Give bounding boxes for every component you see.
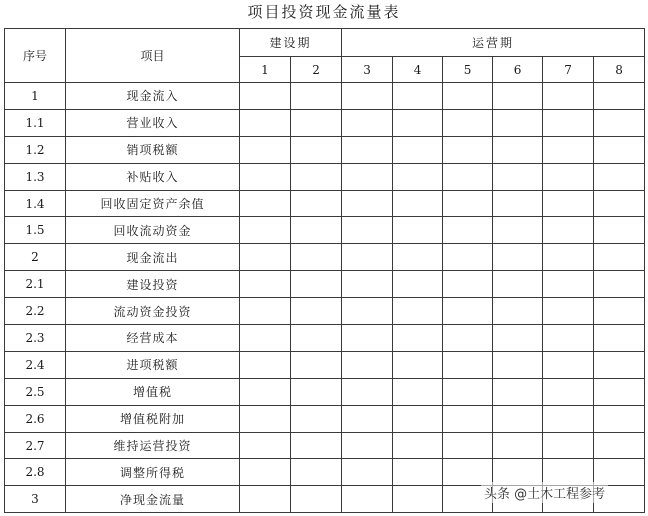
- year-cell: [342, 109, 393, 136]
- year-cell: [393, 163, 443, 190]
- year-cell: [393, 244, 443, 271]
- table-row: [5, 351, 645, 378]
- year-cell: [240, 405, 291, 432]
- column-header-year: 3: [342, 57, 393, 83]
- cash-flow-table: [4, 28, 645, 513]
- year-cell: [594, 405, 645, 432]
- column-group-operation: 运营期: [342, 29, 645, 57]
- row-item: 进项税额: [66, 351, 240, 378]
- year-cell: [240, 486, 291, 513]
- row-item: 现金流出: [66, 244, 240, 271]
- year-cell: [291, 378, 342, 405]
- table-row: [5, 217, 645, 244]
- year-cell: [291, 405, 342, 432]
- table-row: [5, 378, 645, 405]
- table-row: [5, 163, 645, 190]
- year-cell: [342, 486, 393, 513]
- row-item: 现金流入: [66, 83, 240, 110]
- year-cell: [342, 405, 393, 432]
- year-cell: [443, 432, 493, 459]
- year-cell: [443, 378, 493, 405]
- year-cell: [291, 325, 342, 352]
- table-row: [5, 190, 645, 217]
- year-cell: [291, 217, 342, 244]
- year-cell: [342, 378, 393, 405]
- year-cell: [543, 298, 594, 325]
- year-cell: [594, 136, 645, 163]
- row-item: 营业收入: [66, 109, 240, 136]
- year-cell: [393, 190, 443, 217]
- year-cell: [393, 351, 443, 378]
- year-cell: [393, 486, 443, 513]
- year-cell: [240, 325, 291, 352]
- year-cell: [240, 459, 291, 486]
- year-cell: [594, 351, 645, 378]
- column-group-construction: 建设期: [240, 29, 342, 57]
- year-cell: [342, 136, 393, 163]
- year-cell: [443, 136, 493, 163]
- table-row: [5, 298, 645, 325]
- year-cell: [443, 405, 493, 432]
- year-cell: [543, 325, 594, 352]
- year-cell: [240, 351, 291, 378]
- year-cell: [240, 163, 291, 190]
- year-cell: [291, 83, 342, 110]
- year-cell: [240, 432, 291, 459]
- year-cell: [291, 190, 342, 217]
- table-row: [5, 271, 645, 298]
- year-cell: [594, 217, 645, 244]
- year-cell: [443, 244, 493, 271]
- row-item: 回收固定资产余值: [66, 190, 240, 217]
- row-seq: 1.5: [5, 217, 66, 244]
- year-cell: [342, 298, 393, 325]
- year-cell: [594, 432, 645, 459]
- year-cell: [443, 298, 493, 325]
- row-seq: 2.3: [5, 325, 66, 352]
- table-row: [5, 325, 645, 352]
- row-item: 经营成本: [66, 325, 240, 352]
- year-cell: [342, 217, 393, 244]
- year-cell: [342, 351, 393, 378]
- year-cell: [493, 432, 543, 459]
- year-cell: [291, 298, 342, 325]
- year-cell: [443, 217, 493, 244]
- row-seq: 1: [5, 83, 66, 110]
- year-cell: [443, 325, 493, 352]
- table-body: [5, 83, 645, 513]
- row-item: 补贴收入: [66, 163, 240, 190]
- column-header-year: 7: [543, 57, 594, 83]
- table-row: [5, 405, 645, 432]
- year-cell: [342, 163, 393, 190]
- year-cell: [493, 190, 543, 217]
- year-cell: [493, 405, 543, 432]
- year-cell: [443, 83, 493, 110]
- year-cell: [543, 217, 594, 244]
- year-cell: [594, 109, 645, 136]
- row-item: 增值税附加: [66, 405, 240, 432]
- row-item: 净现金流量: [66, 486, 240, 513]
- table-row: [5, 432, 645, 459]
- year-cell: [493, 351, 543, 378]
- year-cell: [543, 244, 594, 271]
- year-cell: [393, 83, 443, 110]
- year-cell: [493, 136, 543, 163]
- year-cell: [493, 271, 543, 298]
- year-cell: [443, 109, 493, 136]
- year-cell: [543, 190, 594, 217]
- year-cell: [493, 83, 543, 110]
- year-cell: [393, 432, 443, 459]
- row-seq: 2.5: [5, 378, 66, 405]
- row-seq: 2.8: [5, 459, 66, 486]
- year-cell: [240, 244, 291, 271]
- header-row-groups: [5, 29, 645, 57]
- year-cell: [543, 271, 594, 298]
- year-cell: [493, 163, 543, 190]
- year-cell: [240, 109, 291, 136]
- row-seq: 2.1: [5, 271, 66, 298]
- row-item: 增值税: [66, 378, 240, 405]
- row-seq: 2.6: [5, 405, 66, 432]
- year-cell: [543, 432, 594, 459]
- year-cell: [291, 351, 342, 378]
- row-item: 流动资金投资: [66, 298, 240, 325]
- year-cell: [393, 405, 443, 432]
- table-row: [5, 136, 645, 163]
- year-cell: [493, 244, 543, 271]
- year-cell: [443, 190, 493, 217]
- row-item: 调整所得税: [66, 459, 240, 486]
- year-cell: [543, 136, 594, 163]
- year-cell: [342, 190, 393, 217]
- column-header-year: 2: [291, 57, 342, 83]
- year-cell: [291, 109, 342, 136]
- year-cell: [291, 271, 342, 298]
- year-cell: [393, 378, 443, 405]
- year-cell: [342, 325, 393, 352]
- year-cell: [493, 378, 543, 405]
- year-cell: [342, 432, 393, 459]
- year-cell: [240, 190, 291, 217]
- year-cell: [594, 163, 645, 190]
- row-seq: 1.2: [5, 136, 66, 163]
- year-cell: [342, 83, 393, 110]
- year-cell: [493, 217, 543, 244]
- column-header-year: 1: [240, 57, 291, 83]
- year-cell: [493, 325, 543, 352]
- page-title: 项目投资现金流量表: [247, 3, 401, 21]
- year-cell: [543, 351, 594, 378]
- year-cell: [342, 244, 393, 271]
- year-cell: [443, 163, 493, 190]
- table-row: [5, 109, 645, 136]
- table-row: [5, 83, 645, 110]
- year-cell: [493, 298, 543, 325]
- row-item: 回收流动资金: [66, 217, 240, 244]
- year-cell: [543, 378, 594, 405]
- year-cell: [240, 136, 291, 163]
- year-cell: [443, 351, 493, 378]
- watermark-text: 头条 @土木工程参考: [481, 482, 608, 503]
- column-header-item: 项目: [66, 29, 240, 83]
- year-cell: [291, 136, 342, 163]
- year-cell: [493, 109, 543, 136]
- year-cell: [240, 83, 291, 110]
- year-cell: [291, 459, 342, 486]
- year-cell: [291, 432, 342, 459]
- year-cell: [594, 378, 645, 405]
- year-cell: [291, 163, 342, 190]
- year-cell: [240, 378, 291, 405]
- column-header-year: 4: [393, 57, 443, 83]
- year-cell: [393, 459, 443, 486]
- column-header-year: 6: [493, 57, 543, 83]
- row-seq: 2: [5, 244, 66, 271]
- row-item: 建设投资: [66, 271, 240, 298]
- year-cell: [594, 271, 645, 298]
- year-cell: [393, 271, 443, 298]
- year-cell: [240, 217, 291, 244]
- column-header-year: 5: [443, 57, 493, 83]
- row-seq: 2.2: [5, 298, 66, 325]
- year-cell: [543, 405, 594, 432]
- year-cell: [393, 109, 443, 136]
- year-cell: [240, 298, 291, 325]
- row-item: 维持运营投资: [66, 432, 240, 459]
- year-cell: [594, 298, 645, 325]
- year-cell: [543, 109, 594, 136]
- row-seq: 1.4: [5, 190, 66, 217]
- column-header-year: 8: [594, 57, 645, 83]
- row-seq: 1.1: [5, 109, 66, 136]
- year-cell: [543, 163, 594, 190]
- year-cell: [291, 486, 342, 513]
- row-seq: 2.7: [5, 432, 66, 459]
- year-cell: [342, 459, 393, 486]
- year-cell: [594, 190, 645, 217]
- year-cell: [594, 83, 645, 110]
- row-item: 销项税额: [66, 136, 240, 163]
- row-seq: 1.3: [5, 163, 66, 190]
- column-header-seq: 序号: [5, 29, 66, 83]
- row-seq: 3: [5, 486, 66, 513]
- year-cell: [443, 271, 493, 298]
- year-cell: [543, 83, 594, 110]
- year-cell: [594, 244, 645, 271]
- year-cell: [393, 325, 443, 352]
- table-row: [5, 244, 645, 271]
- row-seq: 2.4: [5, 351, 66, 378]
- year-cell: [393, 217, 443, 244]
- year-cell: [393, 298, 443, 325]
- year-cell: [291, 244, 342, 271]
- year-cell: [594, 325, 645, 352]
- year-cell: [342, 271, 393, 298]
- year-cell: [240, 271, 291, 298]
- year-cell: [393, 136, 443, 163]
